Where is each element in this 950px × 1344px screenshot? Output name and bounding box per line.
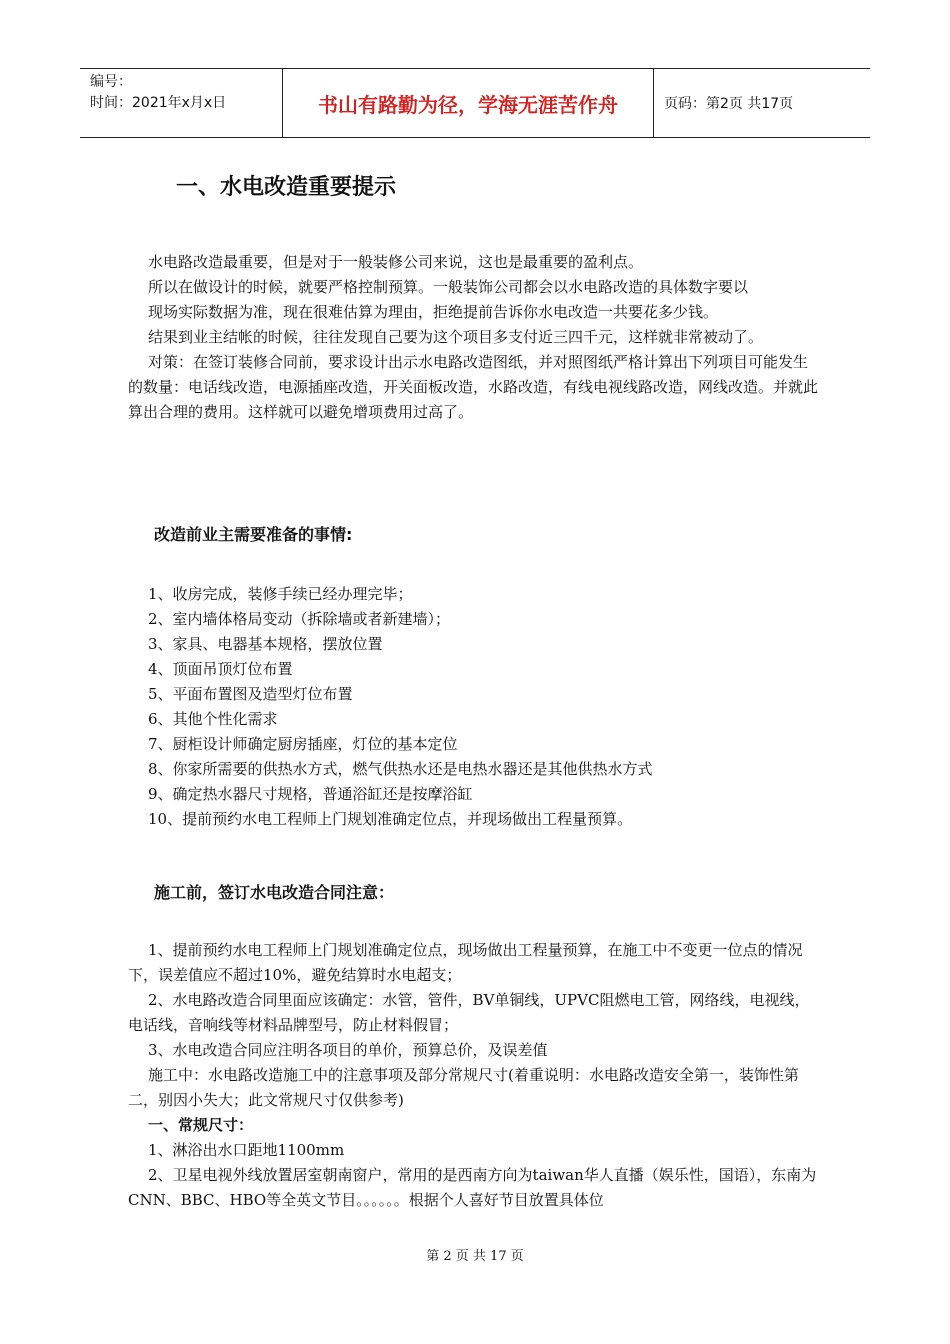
- page-footer: 第 2 页 共 17 页: [426, 1249, 524, 1264]
- list-item: 6、其他个性化需求: [148, 710, 278, 728]
- paragraph: 对策：在签订装修合同前，要求设计出示水电路改造图纸，并对照图纸严格计算出下列项目可能发生的数量：电话线改造，电源插座改造，开关面板改造，水路改造，有线电视线路改造，网线改造。并就此算出合理的费用。这样就可以避免增项费用过高了。: [128, 353, 819, 421]
- list-item: 1、收房完成，装修手续已经办理完毕；: [148, 585, 413, 603]
- document-number: 编号：: [90, 74, 132, 90]
- list-item: 10、提前预约水电工程师上门规划准确定位点，并现场做出工程量预算。: [148, 810, 633, 828]
- contract-block: [128, 938, 818, 1213]
- section-heading-prep: 改造前业主需要准备的事情:: [154, 525, 353, 544]
- list-item: 8、你家所需要的供热水方式，燃气供热水还是电热水器还是其他供热水方式: [148, 760, 653, 778]
- paragraph: 1、提前预约水电工程师上门规划准确定位点，现场做出工程量预算，在施工中不变更一位点的情况下，误差值应不超过10%，避免结算时水电超支；: [128, 941, 803, 984]
- paragraph: 水电路改造最重要，但是对于一般装修公司来说，这也是最重要的盈利点。: [148, 253, 644, 271]
- list-item: 5、平面布置图及造型灯位布置: [148, 685, 353, 703]
- paragraph: 结果到业主结帐的时候，往往发现自己要为这个项目多支付近三四千元，这样就非常被动了。: [148, 328, 764, 346]
- paragraph: 现场实际数据为准，现在很难估算为理由，拒绝提前告诉你水电改造一共要花多少钱。: [148, 303, 719, 321]
- list-item: 4、顶面吊顶灯位布置: [148, 660, 293, 678]
- list-item: 9、确定热水器尺寸规格，普通浴缸还是按摩浴缸: [148, 785, 473, 803]
- prep-list: [148, 582, 798, 832]
- paragraph: 施工中：水电路改造施工中的注意事项及部分常规尺寸(着重说明：水电路改造安全第一，装饰性第二，别因小失大；此文常规尺寸仅供参考): [128, 1066, 799, 1109]
- header-motto: 书山有路勤为径，学海无涯苦作舟: [282, 69, 654, 137]
- paragraph: 2、卫星电视外线放置居室朝南窗户，常用的是西南方向为taiwan华人直播（娱乐性，国语），东南为CNN、BBC、HBO等全英文节目。。。。。。根据个人喜好节目放置具体位: [128, 1166, 817, 1209]
- list-item: 7、厨柜设计师确定厨房插座，灯位的基本定位: [148, 735, 458, 753]
- paragraph: 所以在做设计的时候，就要严格控制预算。一般装饰公司都会以水电路改造的具体数字要以: [148, 278, 749, 296]
- list-item: 3、家具、电器基本规格，摆放位置: [148, 635, 383, 653]
- header-table: [80, 68, 870, 138]
- paragraph: 3、水电改造合同应注明各项目的单价，预算总价，及误差值: [148, 1041, 548, 1059]
- header-page-number: 页码：第2页 共17页: [664, 96, 794, 112]
- page-title: 一、水电改造重要提示: [176, 175, 397, 200]
- paragraph: 2、水电路改造合同里面应该确定：水管，管件，BV单铜线，UPVC阻燃电工管，网络线，电视线，电话线，音响线等材料品牌型号，防止材料假冒；: [128, 991, 810, 1034]
- paragraph: 1、淋浴出水口距地1100mm: [148, 1141, 345, 1159]
- list-item: 2、室内墙体格局变动（拆除墙或者新建墙）；: [148, 610, 451, 628]
- header-info: [80, 69, 282, 137]
- section-heading-contract: 施工前，签订水电改造合同注意：: [154, 883, 395, 902]
- subsection-heading: 一、常规尺寸：: [148, 1116, 254, 1134]
- intro-block: [128, 250, 818, 425]
- document-date: 时间：2021年x月x日: [90, 95, 227, 111]
